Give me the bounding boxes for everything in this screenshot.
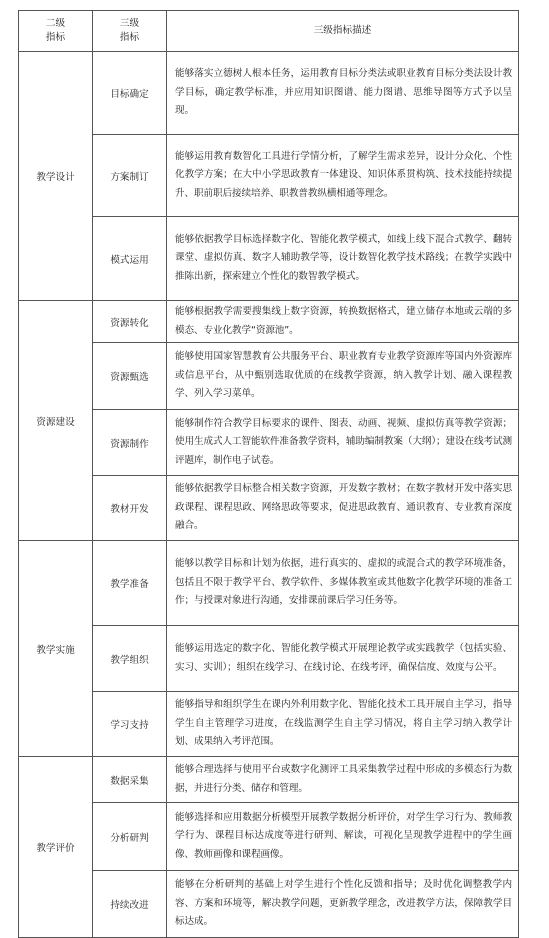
table-row — [19, 541, 519, 626]
level3-cell: 分析研判 — [93, 803, 167, 871]
header-level3 — [93, 11, 167, 52]
description-cell: 能够运用选定的数字化、智能化教学模式开展理论教学或实践教学（包括实验、实习、实训）；组织在线学习、在线讨论、在线考评，确保信度、效度与公平。 — [167, 626, 519, 692]
level3-cell: 数据采集 — [93, 757, 167, 803]
description-cell: 能够落实立德树人根本任务，运用教育目标分类法或职业教育目标分类法设计教学目标，确定教学标准，并应用知识图谱、能力图谱、思维导图等方式予以呈现。 — [167, 52, 519, 135]
level2-cell: 资源建设 — [19, 301, 93, 541]
level2-cell: 教学设计 — [19, 52, 93, 301]
description-cell: 能够依据教学目标整合相关数字资源，开发数字教材；在数字教材开发中落实思政课程、课程思政、网络思政等要求，促进思政教育、通识教育、专业教育深度融合。 — [167, 476, 519, 541]
table-row — [19, 217, 519, 301]
description-cell: 能够根据教学需要搜集线上数字资源，转换数据格式，建立储存本地或云端的多模态、专业化教学“资源池”。 — [167, 301, 519, 343]
table-row — [19, 626, 519, 692]
level3-cell: 资源甄选 — [93, 343, 167, 410]
level2-cell: 教学评价 — [19, 757, 93, 938]
table-row — [19, 803, 519, 871]
level3-cell: 目标确定 — [93, 52, 167, 135]
description-cell: 能够合理选择与使用平台或数字化测评工具采集教学过程中形成的多模态行为数据，并进行分类、储存和管理。 — [167, 757, 519, 803]
header-description-label: 三级指标描述 — [313, 25, 372, 36]
table-row — [19, 52, 519, 135]
level3-cell: 方案制订 — [93, 135, 167, 217]
indicator-table — [18, 10, 519, 938]
level3-cell: 教学准备 — [93, 541, 167, 626]
table-row — [19, 301, 519, 343]
description-cell: 能够使用国家智慧教育公共服务平台、职业教育专业教学资源库等国内外资源库或信息平台，从中甄别选取优质的在线教学资源，纳入教学计划、融入课程教学、列入学习菜单。 — [167, 343, 519, 410]
level3-cell: 资源转化 — [93, 301, 167, 343]
table-row — [19, 757, 519, 803]
level3-cell: 资源制作 — [93, 410, 167, 476]
description-cell: 能够以教学目标和计划为依据，进行真实的、虚拟的或混合式的教学环境准备，包括且不限于教学平台、教学软件、多媒体教室或其他数字化教学环境的准备工作；与授课对象进行沟通，安排课前课后学习任务等。 — [167, 541, 519, 626]
level3-cell: 教材开发 — [93, 476, 167, 541]
table-row — [19, 476, 519, 541]
header-level3-label: 三级 指标 — [119, 18, 140, 43]
level2-cell: 教学实施 — [19, 541, 93, 757]
level3-cell: 持续改进 — [93, 871, 167, 938]
level3-cell: 学习支持 — [93, 692, 167, 757]
description-cell: 能够运用教育数智化工具进行学情分析，了解学生需求差异，设计分众化、个性化教学方案；在大中小学思政教育一体建设、知识体系贯构筑、技术技能持续提升、职前职后接续培养、职教普教纵横相通等理念。 — [167, 135, 519, 217]
header-description — [167, 11, 519, 52]
header-level2 — [19, 11, 93, 52]
header-level2-label: 二级 指标 — [45, 18, 66, 43]
table-row — [19, 692, 519, 757]
description-cell: 能够依据教学目标选择数字化、智能化教学模式，如线上线下混合式教学、翻转课堂、虚拟仿真、数字人辅助教学等，设计数智化教学技术路线；在教学实践中推陈出新，探索建立个性化的数智教学模式。 — [167, 217, 519, 301]
table-row — [19, 410, 519, 476]
description-cell: 能够选择和应用数据分析模型开展教学数据分析评价，对学生学习行为、教师教学行为、课程目标达成度等进行研判、解读，可视化呈现教学进程中的学生画像、教师画像和课程画像。 — [167, 803, 519, 871]
table-row — [19, 343, 519, 410]
table-row — [19, 871, 519, 938]
table-row — [19, 135, 519, 217]
table-header-row — [19, 11, 519, 52]
description-cell: 能够指导和组织学生在课内外利用数字化、智能化技术工具开展自主学习，指导学生自主管理学习进度，在线监测学生自主学习情况，将自主学习纳入教学计划、成果纳入考评范围。 — [167, 692, 519, 757]
description-cell: 能够制作符合教学目标要求的课件、图表、动画、视频、虚拟仿真等教学资源；使用生成式人工智能软件准备教学资料，辅助编制教案（大纲）；建设在线考试测评题库，制作电子试卷。 — [167, 410, 519, 476]
level3-cell: 模式运用 — [93, 217, 167, 301]
level3-cell: 教学组织 — [93, 626, 167, 692]
description-cell: 能够在分析研判的基础上对学生进行个性化反馈和指导；及时优化调整教学内容、方案和环境等，解决教学问题，更新教学理念，改进教学方法，保障教学目标达成。 — [167, 871, 519, 938]
